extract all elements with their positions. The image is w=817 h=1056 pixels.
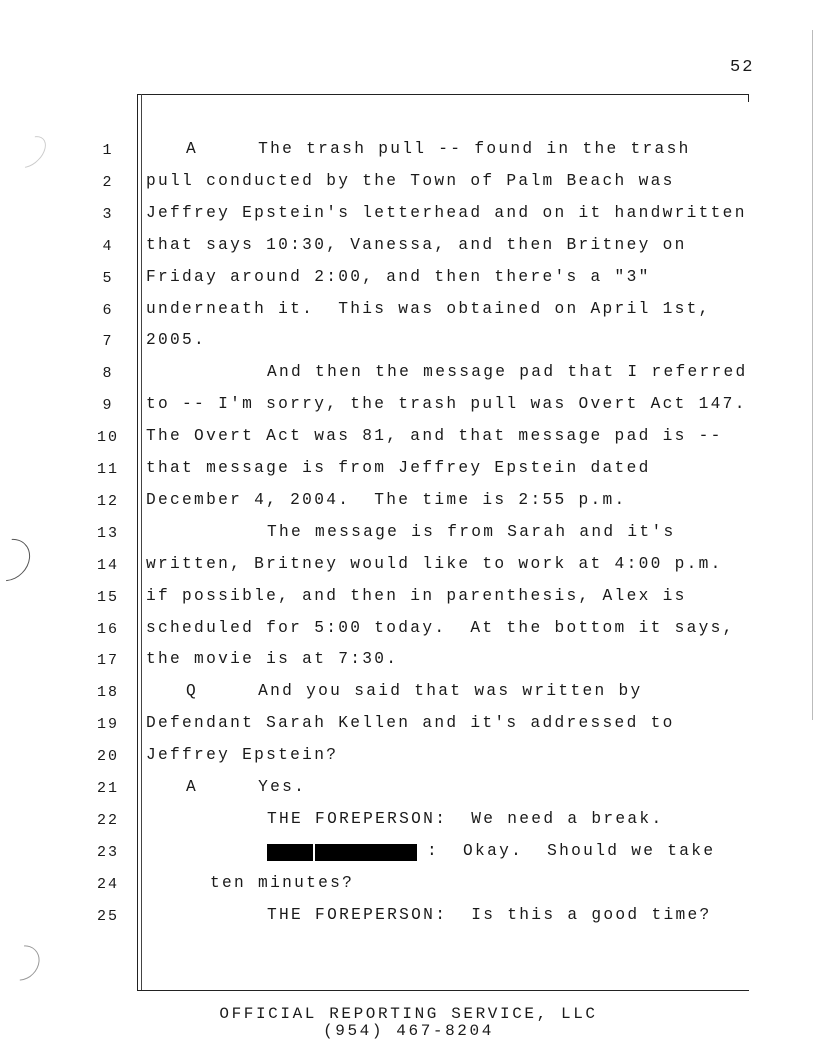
- line-text: to -- I'm sorry, the trash pull was Overt Act 147.: [146, 395, 747, 414]
- line-number: 16: [96, 620, 119, 638]
- transcript-line: [0, 423, 817, 455]
- line-number: 13: [96, 524, 119, 542]
- line-text: December 4, 2004. The time is 2:55 p.m.: [146, 490, 627, 509]
- transcript-line: [0, 519, 817, 551]
- line-text: written, Britney would like to work at 4:00 p.m.: [146, 554, 723, 573]
- transcript-line: [0, 264, 817, 296]
- line-number: 21: [96, 780, 119, 797]
- transcript-line: [0, 902, 817, 934]
- punch-hole-mark: [0, 938, 47, 987]
- line-number: 14: [96, 556, 119, 574]
- transcript-line: [0, 296, 817, 328]
- page-frame-bottom: [137, 990, 749, 991]
- line-text: ten minutes?: [210, 873, 355, 892]
- line-text: A Yes.: [186, 778, 307, 796]
- transcript-line: [0, 359, 817, 391]
- line-number: 25: [96, 907, 119, 925]
- line-text: A The trash pull -- found in the trash: [186, 140, 691, 158]
- transcript-line: [0, 391, 817, 423]
- transcript-line: [0, 455, 817, 487]
- line-text: pull conducted by the Town of Palm Beach was: [146, 171, 675, 190]
- line-number: 2: [102, 173, 114, 191]
- line-text: that message is from Jeffrey Epstein dated: [146, 459, 651, 477]
- line-number: 11: [96, 461, 119, 478]
- page-frame-right-tick: [748, 94, 749, 102]
- line-text: The Overt Act was 81, and that message pad is --: [146, 427, 723, 446]
- transcript-line: [0, 583, 817, 615]
- line-text: Q And you said that was written by: [186, 682, 643, 701]
- line-text: the movie is at 7:30.: [146, 650, 399, 669]
- line-number: 17: [96, 652, 119, 670]
- line-text: if possible, and then in parenthesis, Alex is: [146, 586, 687, 605]
- transcript-line: [0, 551, 817, 583]
- page-frame-top: [137, 94, 749, 95]
- line-number: 5: [102, 269, 114, 287]
- line-number: 24: [96, 875, 119, 893]
- transcript-line: [0, 806, 817, 838]
- line-number: 1: [102, 142, 114, 159]
- line-text: Defendant Sarah Kellen and it's addressed to: [146, 714, 675, 733]
- transcript-line: [0, 838, 817, 870]
- line-number: 7: [102, 333, 114, 351]
- line-number: 9: [102, 397, 114, 415]
- line-number: 18: [96, 684, 119, 702]
- transcript-line: [0, 774, 817, 806]
- transcript-line: [0, 232, 817, 264]
- line-text: Jeffrey Epstein's letterhead and on it handwritten: [146, 203, 747, 222]
- line-text: scheduled for 5:00 today. At the bottom it says,: [146, 618, 735, 637]
- transcript-line: [0, 200, 817, 232]
- transcript-line: [0, 646, 817, 678]
- transcript-line: [0, 678, 817, 710]
- line-number: 19: [96, 716, 119, 734]
- redaction-bar: [267, 844, 417, 861]
- transcript-line: [0, 615, 817, 647]
- line-text: that says 10:30, Vanessa, and then Britney on: [146, 235, 687, 254]
- line-text: The message is from Sarah and it's: [267, 522, 676, 541]
- line-text: Friday around 2:00, and then there's a "3": [146, 267, 651, 286]
- line-text: 2005.: [146, 331, 207, 350]
- line-number: 20: [96, 748, 119, 766]
- transcript-line: [0, 168, 817, 200]
- line-number: 10: [96, 429, 119, 447]
- footer-company: OFFICIAL REPORTING SERVICE, LLC: [219, 1005, 598, 1023]
- transcript-line: [0, 487, 817, 519]
- transcript-line: [0, 870, 817, 902]
- line-number: 8: [102, 365, 114, 383]
- line-number: 23: [96, 843, 119, 861]
- transcript-line: [0, 327, 817, 359]
- page-number: 52: [730, 58, 755, 77]
- line-number: 3: [102, 205, 114, 223]
- footer-phone: (954) 467-8204: [323, 1022, 494, 1040]
- line-number: 4: [102, 237, 114, 255]
- line-text: And then the message pad that I referred: [267, 363, 748, 382]
- line-text: THE FOREPERSON: Is this a good time?: [267, 905, 712, 924]
- transcript-line: [0, 742, 817, 774]
- line-number: 15: [96, 588, 119, 606]
- transcript-line: [0, 710, 817, 742]
- line-text: underneath it. This was obtained on April 1st,: [146, 299, 711, 318]
- line-text: : Okay. Should we take: [427, 841, 716, 860]
- line-number: 22: [96, 811, 119, 829]
- line-text: Jeffrey Epstein?: [146, 746, 339, 765]
- line-number: 12: [96, 492, 119, 510]
- transcript-line: [0, 136, 817, 168]
- line-text: THE FOREPERSON: We need a break.: [267, 809, 664, 828]
- line-number: 6: [102, 301, 114, 319]
